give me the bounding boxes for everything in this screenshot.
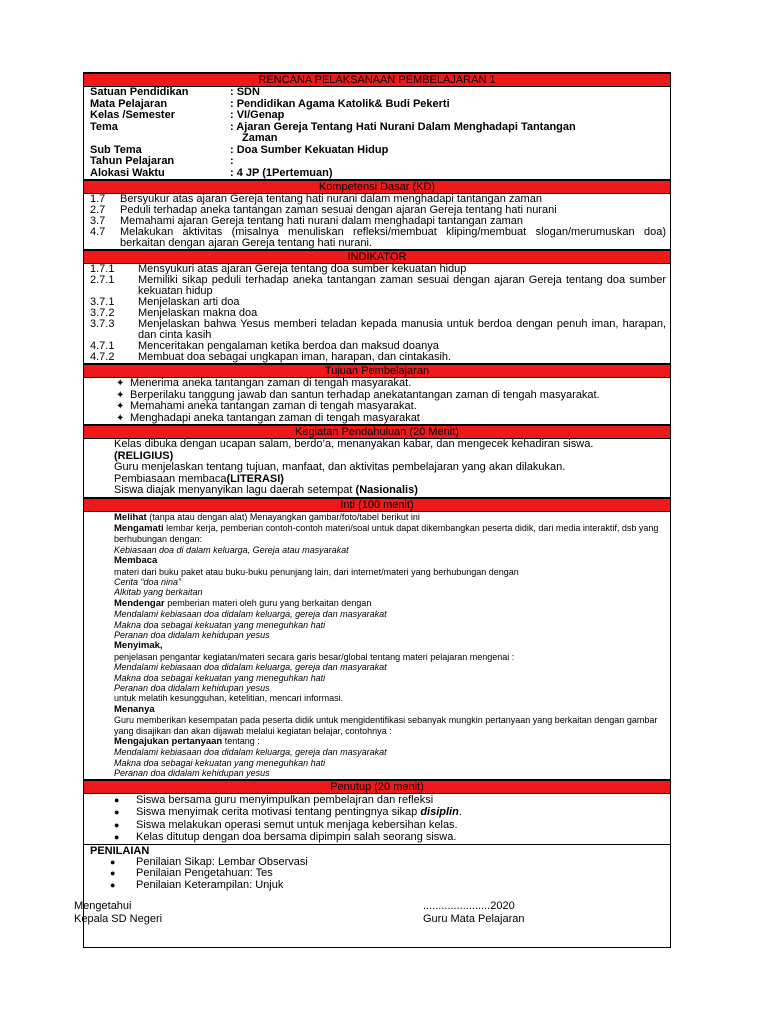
- star-bullet-icon: ✦: [116, 378, 125, 389]
- indikator-item: [84, 319, 670, 341]
- meta-value: : Doa Sumber Kekuatan Hidup: [230, 143, 389, 156]
- topic-item: Makna doa sebagai kekuatan yang meneguhkan hati: [114, 619, 326, 630]
- penilaian-heading: PENILAIAN: [90, 844, 150, 857]
- penutup-item: [114, 819, 670, 832]
- tujuan-text: Berperilaku tanggung jawab dan santun terhadap anekatantangan zaman di tengah masyarakat.: [130, 388, 600, 401]
- menyimak-tail: untuk melatih kesungguhan, ketelitian, mencari informasi.: [114, 693, 344, 704]
- bullet-icon: ●: [110, 856, 116, 867]
- penilaian-text: Penilaian Pengetahuan: Tes: [136, 867, 273, 880]
- meta-row-alokasi: [90, 168, 670, 180]
- star-bullet-icon: ✦: [116, 389, 125, 401]
- indikator-number: 3.7.3: [90, 318, 115, 330]
- meta-value: :: [230, 155, 234, 167]
- religius-tag: (RELIGIUS): [114, 449, 174, 462]
- membaca-label: Membaca: [114, 555, 158, 567]
- meta-tema-continuation: Zaman: [242, 132, 278, 144]
- indikator-text: Menjelaskan makna doa: [138, 307, 258, 319]
- literasi-tag: (LITERASI): [226, 472, 284, 485]
- mengajukan-text: tentang :: [222, 736, 260, 747]
- kd-text: Melakukan aktivitas (misalnya menuliskan refleksi/membuat kliping/membuat slogan/merumuskan doa) berkaitan dengan ajaran Gereja tentang hati nurani.: [120, 226, 666, 249]
- topic-item: Peranan doa didalam kehidupan yesus: [114, 768, 270, 779]
- pendahuluan-header: Kegiatan Pendahuluan (20 Menit): [84, 425, 670, 439]
- indikator-section: [84, 264, 670, 364]
- disiplin-emphasis: disiplin: [420, 806, 459, 819]
- indikator-text: Mensyukuri atas ajaran Gereja tentang doa sumber kekuatan hidup: [138, 263, 467, 275]
- topic-item: Peranan doa didalam kehidupan yesus: [114, 629, 270, 640]
- melihat-label: Melihat: [114, 511, 147, 523]
- identity-block: [84, 87, 670, 180]
- pendahuluan-line: Guru menjelaskan tentang tujuan, manfaat, dan aktivitas pembelajaran yang akan dilakukan.: [114, 461, 566, 473]
- indikator-number: 2.7.1: [90, 274, 115, 286]
- meta-value: : 4 JP (1Pertemuan): [230, 166, 333, 179]
- mengajukan-label: Mengajukan pertanyaan: [114, 736, 223, 748]
- penilaian-section: [84, 845, 670, 892]
- meta-key: Sub Tema: [90, 143, 142, 156]
- tujuan-item: [116, 401, 670, 413]
- lesson-plan-document: [83, 72, 671, 948]
- meta-value: : Ajaran Gereja Tentang Hati Nurani Dalam Menghadapi Tantangan: [230, 120, 576, 133]
- indikator-text: Menjelaskan bahwa Yesus memberi teladan kepada manusia untuk berdoa dengan penuh iman, harapan, dan cinta kasih: [138, 318, 666, 341]
- tujuan-text: Menerima aneka tantangan zaman di tengah masyarakat.: [130, 377, 412, 389]
- penutup-text: Siswa menyimak cerita motivasi tentang pentingnya sikap: [136, 806, 421, 819]
- penutup-text: .: [458, 806, 462, 819]
- penutup-item: [114, 806, 670, 819]
- indikator-number: 4.7.2: [90, 351, 115, 363]
- kd-number: 2.7: [90, 204, 106, 216]
- penilaian-text: Penilaian Sikap: Lembar Observasi: [136, 855, 308, 868]
- bullet-icon: ●: [114, 807, 120, 818]
- tujuan-item: [116, 378, 670, 390]
- kd-item: [84, 227, 670, 249]
- tujuan-header: Tujuan Pembelajaran: [84, 364, 670, 378]
- bullet-icon: ●: [114, 832, 120, 843]
- title-header: RENCANA PELAKSANAAN PEMBELAJARAN 1: [84, 73, 670, 87]
- membaca-text: materi dari buku paket atau buku-buku penunjang lain, dari internet/materi yang berhubungan dengan: [114, 566, 519, 577]
- menyimak-label: Menyimak,: [114, 640, 163, 652]
- bullet-icon: ●: [114, 794, 120, 805]
- nasionalis-tag: (Nasionalis): [355, 484, 418, 496]
- topic-item: Mendalami kebiasaan doa didalam keluarga, gereja dan masyarakat: [114, 609, 387, 620]
- menanya-text: Guru memberikan kesempatan pada peserta didik untuk mengidentifikasi sebanyak mungkin pertanyaan yang berkaitan dengan gambar yang disajikan dan akan dijawab melalui kegiatan belajar, contohnya :: [114, 715, 658, 736]
- penilaian-list: [90, 857, 670, 892]
- kd-number: 3.7: [90, 215, 106, 227]
- mengamati-label: Mengamati: [114, 522, 164, 534]
- penutup-item: [114, 794, 670, 807]
- pendahuluan-line: Siswa diajak menyanyikan lagu daerah setempat: [114, 484, 356, 496]
- signature-right-1: ......................2020: [423, 900, 515, 912]
- kd-text: Bersyukur atas ajaran Gereja tentang hati nurani dalam menghadapi tantangan zaman: [120, 193, 542, 205]
- indikator-text: Menceritakan pengalaman ketika berdoa dan maksud doanya: [138, 340, 439, 352]
- pendahuluan-line: Kelas dibuka dengan ucapan salam, berdo’a, menanyakan kabar, dan mengecek kehadiran siswa.: [114, 438, 594, 450]
- meta-row-subtema: [90, 145, 670, 157]
- indikator-item: [84, 352, 670, 363]
- topic-item: Mendalami kebiasaan doa didalam keluarga, gereja dan masyarakat: [114, 747, 387, 758]
- mendengar-label: Mendengar: [114, 597, 165, 609]
- bullet-icon: ●: [110, 868, 116, 879]
- pendahuluan-line: Pembiasaan membaca: [114, 472, 227, 485]
- meta-key: Mata Pelajaran: [90, 97, 168, 110]
- penutup-text: Siswa bersama guru menyimpulkan pembelajran dan refleksi: [136, 793, 434, 806]
- topic-item: Mendalami kebiasaan doa didalam keluarga, gereja dan masyarakat: [114, 662, 387, 673]
- meta-key: Tema: [90, 120, 118, 133]
- penilaian-item: [110, 868, 670, 880]
- penutup-header: Penutup (20 menit): [84, 780, 670, 794]
- penutup-text: Siswa melakukan operasi semut untuk menjaga kebersihan kelas.: [136, 818, 458, 831]
- bullet-icon: ●: [110, 879, 116, 890]
- tujuan-section: [84, 378, 670, 425]
- topic-item: Makna doa sebagai kekuatan yang meneguhkan hati: [114, 757, 326, 768]
- mendengar-text: pemberian materi oleh guru yang berkaitan dengan: [164, 597, 372, 608]
- mengamati-text: lembar kerja, pemberian contoh-contoh materi/soal untuk dapat dikembangkan peserta didik, dari media interaktif, dsb yang berhubungan dengan:: [114, 522, 659, 545]
- meta-value: : VI/Genap: [230, 109, 285, 121]
- penutup-text: Kelas ditutup dengan doa bersama dipimpin salah seorang siswa.: [136, 831, 457, 844]
- tujuan-item: [116, 413, 670, 425]
- meta-row-mapel: [90, 99, 670, 111]
- kd-text: Peduli terhadap aneka tantangan zaman sesuai dengan ajaran Gereja tentang hati nurani: [120, 204, 557, 216]
- indikator-number: 4.7.1: [90, 340, 115, 352]
- star-bullet-icon: ✦: [116, 412, 125, 424]
- tujuan-text: Menghadapi aneka tantangan zaman di tengah masyarakat: [130, 411, 420, 424]
- indikator-item: [84, 275, 670, 297]
- meta-key: Satuan Pendidikan: [90, 86, 189, 98]
- membaca-example: Alkitab yang berkaitan: [114, 587, 203, 598]
- membaca-example: Cerita “doa nina”: [114, 576, 182, 587]
- meta-key: Kelas /Semester: [90, 109, 175, 121]
- mengamati-example: Kebiasaan doa di dalam keluarga, Gereja atau masyarakat: [114, 544, 349, 555]
- indikator-text: Membuat doa sebagai ungkapan iman, harapan, dan cintakasih.: [138, 351, 452, 363]
- meta-row-tahun: [90, 156, 670, 168]
- indikator-header: INDIKATOR: [84, 250, 670, 264]
- topic-item: Makna doa sebagai kekuatan yang meneguhkan hati: [114, 672, 326, 683]
- meta-row-satuan: [90, 87, 670, 99]
- indikator-number: 3.7.1: [90, 296, 115, 308]
- meta-value: : SDN: [230, 86, 260, 98]
- bullet-icon: ●: [114, 819, 120, 830]
- meta-value: : Pendidikan Agama Katolik& Budi Pekerti: [230, 97, 450, 110]
- kd-number: 1.7: [90, 193, 106, 205]
- pendahuluan-section: [84, 439, 670, 498]
- menanya-label: Menanya: [114, 703, 155, 715]
- indikator-number: 1.7.1: [90, 263, 115, 275]
- penilaian-text: Penilaian Keterampilan: Unjuk: [136, 878, 284, 891]
- kd-section: [84, 194, 670, 250]
- indikator-number: 3.7.2: [90, 307, 115, 319]
- inti-header: Inti (100 menit): [84, 498, 670, 512]
- kd-header: Kompetensi Dasar (KD): [84, 180, 670, 194]
- kd-text: Memahami ajaran Gereja tentang hati nurani dalam menghadapi tantangan zaman: [120, 215, 523, 227]
- meta-row-kelas: [90, 110, 670, 122]
- tujuan-text: Memahami aneka tantangan zaman di tengah masyarakat.: [130, 400, 417, 412]
- indikator-text: Memiliki sikap peduli terhadap aneka tantangan zaman sesuai dengan ajaran Gereja tentang doa sumber kekuatan hidup: [138, 274, 666, 297]
- meta-key: Alokasi Waktu: [90, 166, 165, 179]
- meta-row-tema: [90, 122, 670, 134]
- menyimak-text: penjelasan pengantar kegiatan/materi secara garis besar/global tentang materi pelajaran mengenai :: [114, 651, 515, 662]
- melihat-text: (tanpa atau dengan alat) Menayangkan gambar/foto/tabel berikut ini: [146, 511, 420, 522]
- kd-number: 4.7: [90, 226, 106, 238]
- meta-key: Tahun Pelajaran: [90, 155, 175, 167]
- inti-section: [84, 512, 670, 780]
- signature-right-2: Guru Mata Pelajaran: [423, 913, 525, 925]
- topic-item: Peranan doa didalam kehidupan yesus: [114, 683, 270, 693]
- star-bullet-icon: ✦: [116, 401, 125, 412]
- indikator-text: Menjelaskan arti doa: [138, 296, 240, 308]
- penilaian-item: [110, 880, 670, 892]
- signature-left-1: Mengetahui: [74, 900, 132, 912]
- penutup-section: [84, 794, 670, 845]
- signature-left-2: Kepala SD Negeri: [74, 913, 163, 925]
- penutup-item: [114, 831, 670, 844]
